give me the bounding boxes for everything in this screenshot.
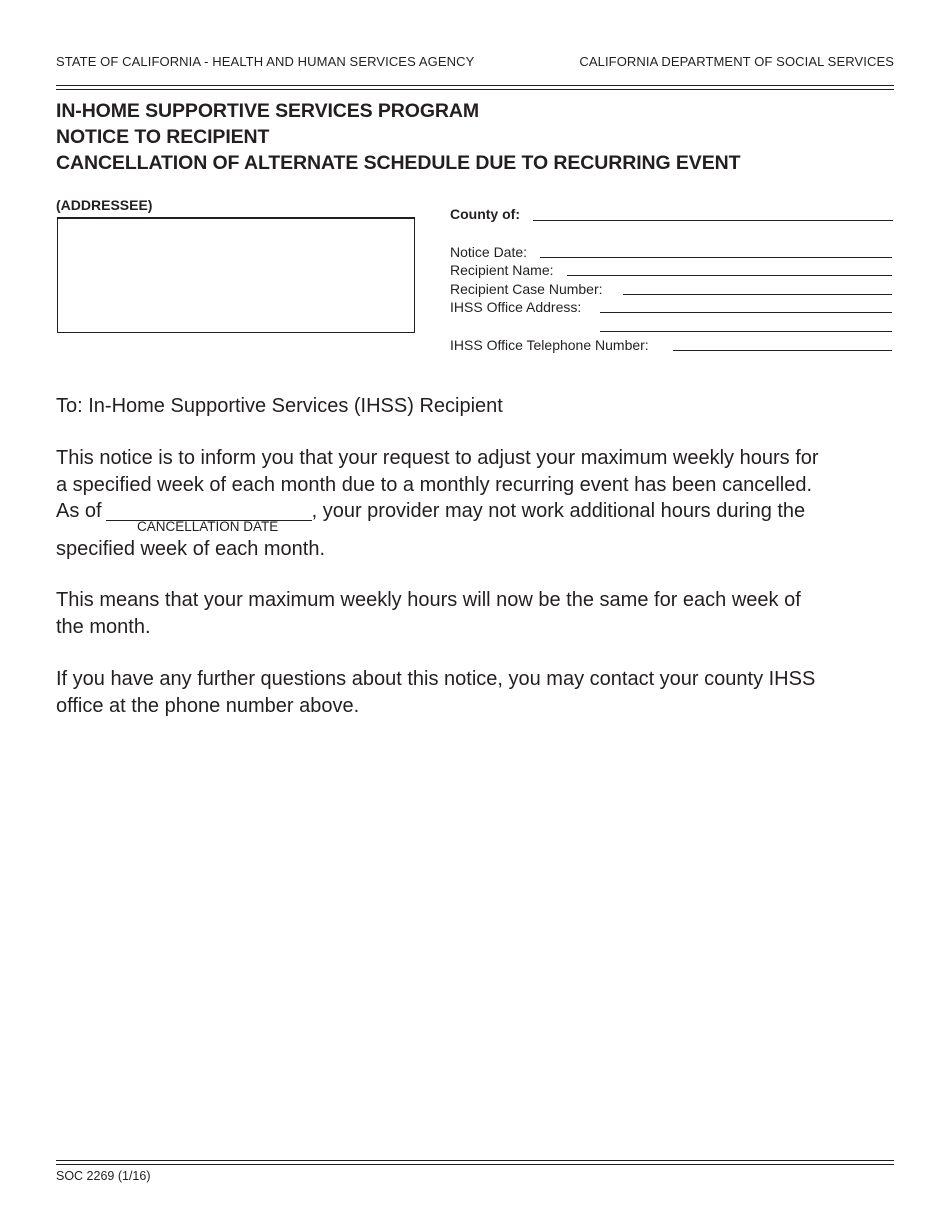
to-line: To: In-Home Supportive Services (IHSS) Recipient (56, 395, 503, 417)
paragraph-3-line-1: If you have any further questions about this notice, you may contact your county IHSS (56, 668, 816, 690)
addressee-box (57, 217, 415, 333)
agency-name: STATE OF CALIFORNIA - HEALTH AND HUMAN SERVICES AGENCY (56, 54, 475, 69)
after-blank-text: , your provider may not work additional hours during the (311, 500, 806, 522)
cancellation-date-field[interactable] (106, 500, 312, 521)
department-name: CALIFORNIA DEPARTMENT OF SOCIAL SERVICES (579, 54, 894, 69)
header-rule-bottom (56, 89, 894, 90)
paragraph-2-line-2: the month. (56, 616, 151, 638)
paragraph-2-line-1: This means that your maximum weekly hours will now be the same for each week of (56, 589, 801, 611)
office-address-field-1[interactable] (600, 312, 892, 313)
cancellation-date-label: CANCELLATION DATE (137, 519, 279, 534)
form-number: SOC 2269 (1/16) (56, 1169, 151, 1183)
paragraph-3-line-2: office at the phone number above. (56, 695, 360, 717)
notice-date-field[interactable] (540, 257, 892, 258)
footer-rule-bottom (56, 1164, 894, 1165)
office-phone-label: IHSS Office Telephone Number: (450, 337, 649, 353)
recipient-name-label: Recipient Name: (450, 262, 554, 278)
notice-date-label: Notice Date: (450, 244, 528, 260)
paragraph-1-line-4: specified week of each month. (56, 538, 326, 560)
recipient-name-field[interactable] (567, 275, 892, 276)
as-of-text: As of (56, 500, 102, 522)
header-rule-top (56, 85, 894, 86)
office-phone-field[interactable] (673, 350, 892, 351)
program-title: IN-HOME SUPPORTIVE SERVICES PROGRAM (56, 100, 480, 122)
office-address-field-2[interactable] (600, 331, 892, 332)
addressee-label: (ADDRESSEE) (56, 197, 153, 213)
notice-title: NOTICE TO RECIPIENT (56, 126, 270, 148)
office-address-label: IHSS Office Address: (450, 299, 582, 315)
paragraph-1-line-2: a specified week of each month due to a monthly recurring event has been cancelled. (56, 474, 813, 496)
cancellation-title: CANCELLATION OF ALTERNATE SCHEDULE DUE TO RECURRING EVENT (56, 152, 741, 174)
paragraph-1-line-1: This notice is to inform you that your request to adjust your maximum weekly hours for (56, 447, 819, 469)
footer-rule-top (56, 1160, 894, 1161)
county-field[interactable] (533, 220, 893, 221)
case-number-label: Recipient Case Number: (450, 281, 603, 297)
case-number-field[interactable] (623, 294, 892, 295)
county-label: County of: (450, 206, 520, 222)
